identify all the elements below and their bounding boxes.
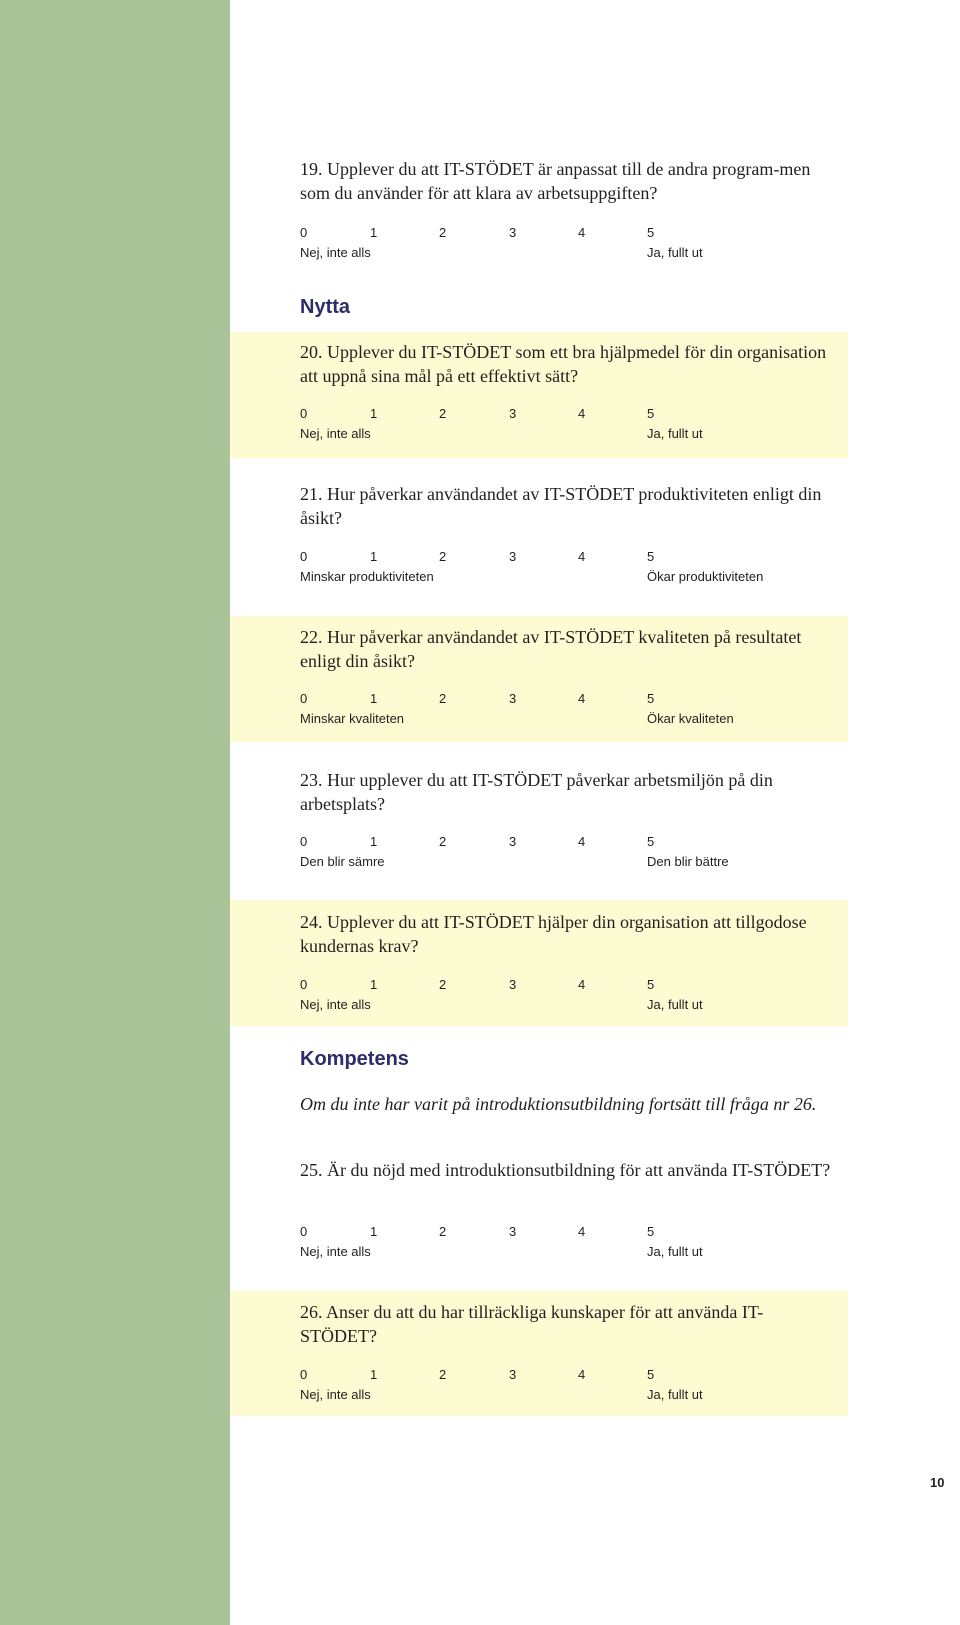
scale-1[interactable]: 1 (370, 977, 378, 992)
scale-2[interactable]: 2 (439, 225, 447, 240)
question-25-text: 25. Är du nöjd med introduktionsutbildning för att använda IT-STÖDET? (300, 1160, 831, 1180)
scale-max-label: Ja, fullt ut (647, 245, 703, 260)
scale-0[interactable]: 0 (300, 225, 308, 240)
question-22-text: 22. Hur påverkar användandet av IT-STÖDET kvaliteten på resultatet enligt din åsikt? (300, 627, 802, 671)
scale-0[interactable]: 0 (300, 691, 308, 706)
scale-max-label: Ja, fullt ut (647, 1244, 703, 1259)
scale-3[interactable]: 3 (509, 977, 517, 992)
scale-5[interactable]: 5 (647, 1367, 655, 1382)
scale-3[interactable]: 3 (509, 549, 517, 564)
scale-0[interactable]: 0 (300, 1224, 308, 1239)
question-23-text: 23. Hur upplever du att IT-STÖDET påverkar arbetsmiljön på din arbetsplats? (300, 770, 773, 814)
scale-max-label: Ja, fullt ut (647, 1387, 703, 1402)
question-25-scale (300, 1224, 780, 1264)
scale-min-label: Minskar kvaliteten (300, 711, 405, 726)
question-24-scale (300, 977, 780, 1017)
scale-3[interactable]: 3 (509, 1224, 517, 1239)
scale-0[interactable]: 0 (300, 977, 308, 992)
question-19-scale (300, 225, 780, 265)
question-20-text: 20. Upplever du IT-STÖDET som ett bra hjälpmedel för din organisation att uppnå sina mål på ett effektivt sätt? (300, 342, 827, 386)
kompetens-note: Om du inte har varit på introduktionsutbildning fortsätt till fråga nr 26. (300, 1094, 817, 1114)
scale-5[interactable]: 5 (647, 406, 655, 421)
scale-min-label: Nej, inte alls (300, 426, 371, 441)
section-heading-kompetens: Kompetens (300, 1048, 409, 1070)
scale-3[interactable]: 3 (509, 834, 517, 849)
scale-2[interactable]: 2 (439, 1224, 447, 1239)
scale-1[interactable]: 1 (370, 691, 378, 706)
scale-min-label: Den blir sämre (300, 854, 385, 869)
scale-1[interactable]: 1 (370, 1367, 378, 1382)
scale-5[interactable]: 5 (647, 225, 655, 240)
scale-3[interactable]: 3 (509, 1367, 517, 1382)
scale-4[interactable]: 4 (578, 225, 586, 240)
scale-0[interactable]: 0 (300, 1367, 308, 1382)
scale-4[interactable]: 4 (578, 691, 586, 706)
scale-max-label: Ja, fullt ut (647, 997, 703, 1012)
scale-max-label: Ökar kvaliteten (647, 711, 734, 726)
question-24-text: 24. Upplever du att IT-STÖDET hjälper din organisation att tillgodose kundernas krav? (300, 912, 807, 956)
scale-3[interactable]: 3 (509, 691, 517, 706)
scale-0[interactable]: 0 (300, 834, 308, 849)
scale-1[interactable]: 1 (370, 225, 378, 240)
scale-max-label: Ökar produktiviteten (647, 569, 764, 584)
scale-3[interactable]: 3 (509, 406, 517, 421)
scale-5[interactable]: 5 (647, 834, 655, 849)
scale-max-label: Ja, fullt ut (647, 426, 703, 441)
scale-2[interactable]: 2 (439, 691, 447, 706)
scale-2[interactable]: 2 (439, 977, 447, 992)
scale-2[interactable]: 2 (439, 1367, 447, 1382)
section-heading-nytta: Nytta (300, 296, 351, 318)
scale-5[interactable]: 5 (647, 549, 655, 564)
scale-5[interactable]: 5 (647, 691, 655, 706)
scale-2[interactable]: 2 (439, 549, 447, 564)
question-20-scale (300, 406, 780, 446)
question-22-scale (300, 691, 780, 731)
scale-1[interactable]: 1 (370, 406, 378, 421)
scale-4[interactable]: 4 (578, 977, 586, 992)
scale-4[interactable]: 4 (578, 406, 586, 421)
scale-0[interactable]: 0 (300, 406, 308, 421)
scale-3[interactable]: 3 (509, 225, 517, 240)
scale-4[interactable]: 4 (578, 549, 586, 564)
scale-4[interactable]: 4 (578, 834, 586, 849)
question-21-scale (300, 549, 780, 589)
sidebar-panel (0, 0, 230, 1625)
question-26-text: 26. Anser du att du har tillräckliga kunskaper för att använda IT-STÖDET? (300, 1302, 764, 1346)
scale-5[interactable]: 5 (647, 977, 655, 992)
question-23-scale (300, 834, 780, 874)
scale-2[interactable]: 2 (439, 406, 447, 421)
scale-min-label: Nej, inte alls (300, 997, 371, 1012)
question-26-scale (300, 1367, 780, 1407)
scale-2[interactable]: 2 (439, 834, 447, 849)
scale-4[interactable]: 4 (578, 1367, 586, 1382)
scale-min-label: Nej, inte alls (300, 1387, 371, 1402)
scale-min-label: Minskar produktiviteten (300, 569, 434, 584)
page-number: 10 (930, 1475, 945, 1490)
scale-0[interactable]: 0 (300, 549, 308, 564)
scale-5[interactable]: 5 (647, 1224, 655, 1239)
question-19-text: 19. Upplever du att IT-STÖDET är anpassat till de andra program-men som du använder för att klara av arbetsuppgiften? (300, 159, 811, 203)
scale-1[interactable]: 1 (370, 549, 378, 564)
scale-1[interactable]: 1 (370, 834, 378, 849)
scale-1[interactable]: 1 (370, 1224, 378, 1239)
scale-min-label: Nej, inte alls (300, 1244, 371, 1259)
scale-4[interactable]: 4 (578, 1224, 586, 1239)
scale-max-label: Den blir bättre (647, 854, 729, 869)
scale-min-label: Nej, inte alls (300, 245, 371, 260)
question-21-text: 21. Hur påverkar användandet av IT-STÖDET produktiviteten enligt din åsikt? (300, 484, 822, 528)
